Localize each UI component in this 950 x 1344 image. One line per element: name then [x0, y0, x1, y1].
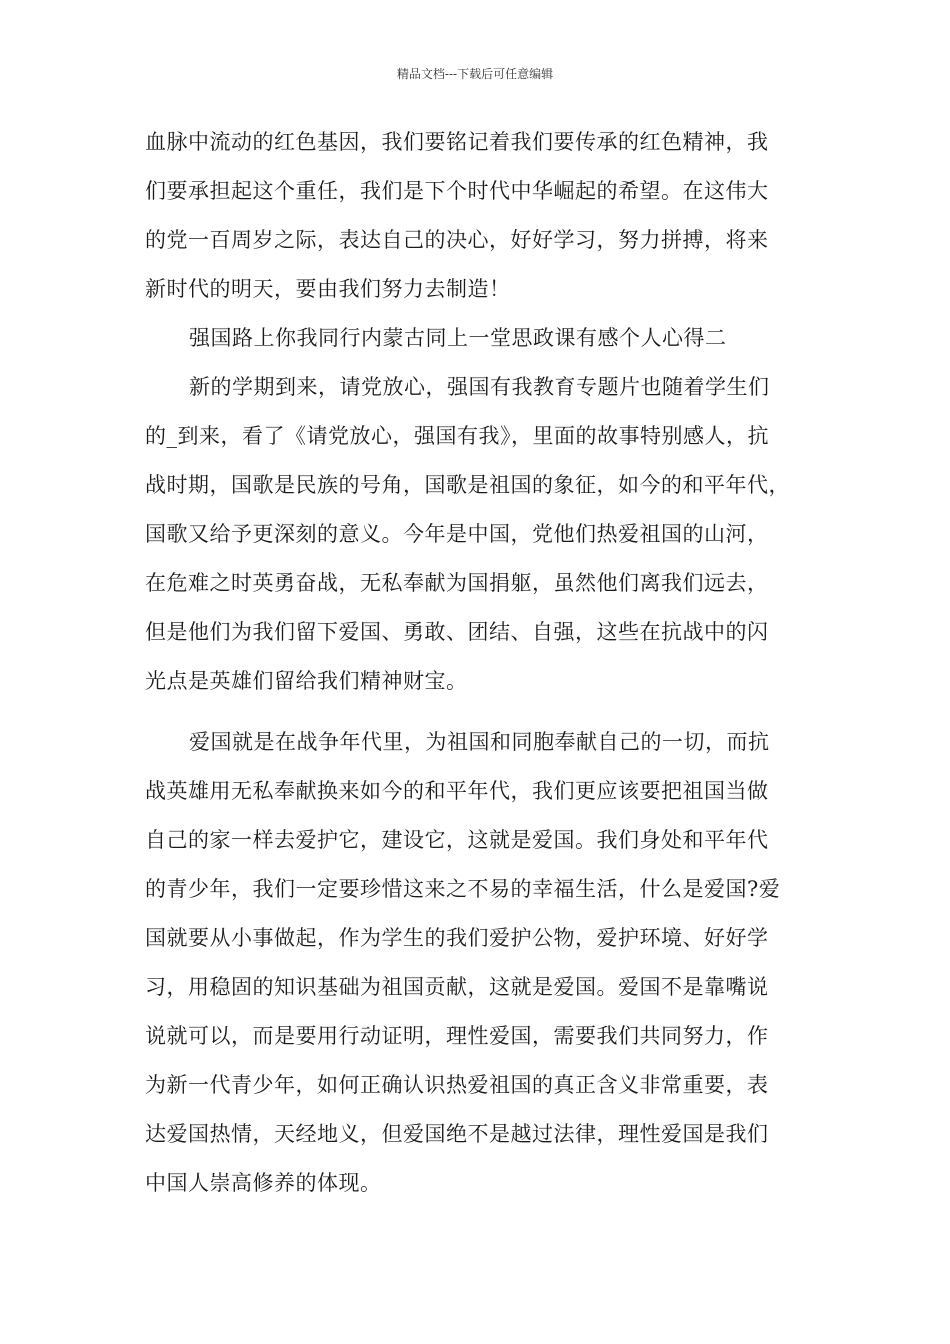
section-heading	[145, 326, 825, 351]
text-line: 新的学期到来，请党放心，强国有我教育专题片也随着学生们	[189, 375, 770, 399]
text-line: 国就要从小事做起，作为学生的我们爱护公物，爱护环境、好好学	[145, 926, 769, 950]
heading-line: 强国路上你我同行内蒙古同上一堂思政课有感个人心得二	[189, 326, 727, 350]
text-line: 但是他们为我们留下爱国、勇敢、团结、自强，这些在抗战中的闪	[145, 620, 769, 644]
text-line: 习，用稳固的知识基础为祖国贡献，这就是爱国。爱国不是靠嘴说	[145, 975, 769, 999]
text-line: 在危难之时英勇奋战，无私奉献为国捐躯，虽然他们离我们远去，	[145, 571, 769, 595]
text-line: 新时代的明天，要由我们努力去制造！	[145, 277, 511, 301]
text-line: 的党一百周岁之际，表达自己的决心，好好学习，努力拼搏，将来	[145, 228, 769, 252]
text-line: 光点是英雄们留给我们精神财宝。	[145, 669, 468, 693]
text-line: 国歌又给予更深刻的意义。今年是中国，党他们热爱祖国的山河，	[145, 522, 769, 546]
text-line: 说就可以，而是要用行动证明，理性爱国，需要我们共同努力，作	[145, 1024, 769, 1048]
paragraph-gap	[145, 718, 825, 730]
text-line: 为新一代青少年，如何正确认识热爱祖国的真正含义非常重要，表	[145, 1073, 769, 1097]
text-line: 中国人崇高修养的体现。	[145, 1171, 382, 1195]
text-line: 战英雄用无私奉献换来如今的和平年代，我们更应该要把祖国当做	[145, 779, 769, 803]
page-header: 精品文档---下载后可任意编辑	[396, 67, 554, 81]
text-line: 自己的家一样去爱护它，建设它，这就是爱国。我们身处和平年代	[145, 828, 769, 852]
paragraph-1	[145, 130, 825, 302]
paragraph-2	[145, 375, 825, 694]
text-line: 战时期，国歌是民族的号角，国歌是祖国的象征，如今的和平年代，	[145, 473, 790, 497]
text-line: 血脉中流动的红色基因，我们要铭记着我们要传承的红色精神，我	[145, 130, 769, 154]
paragraph-3	[145, 730, 825, 1196]
text-line: 的青少年，我们一定要珍惜这来之不易的幸福生活，什么是爱国?爱	[145, 877, 781, 901]
text-line: 爱国就是在战争年代里，为祖国和同胞奉献自己的一切，而抗	[189, 730, 770, 754]
text-line: 们要承担起这个重任，我们是下个时代中华崛起的希望。在这伟大	[145, 179, 769, 203]
text-line: 的_到来，看了《请党放心，强国有我》，里面的故事特别感人，抗	[145, 424, 769, 448]
text-line: 达爱国热情，天经地义，但爱国绝不是越过法律，理性爱国是我们	[145, 1122, 769, 1146]
document-body	[145, 130, 825, 1220]
